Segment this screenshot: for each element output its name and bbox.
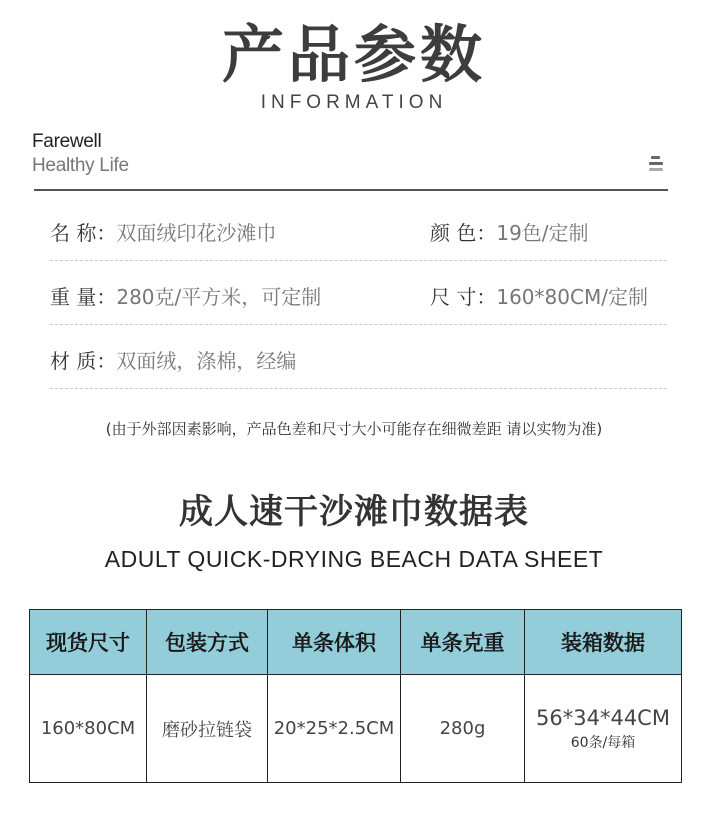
spec-weight-label: 重 量： xyxy=(50,285,117,309)
spec-name xyxy=(50,219,276,247)
data-sheet-table xyxy=(29,609,682,783)
spec-row-weight-size xyxy=(50,261,667,325)
cell-weight: 280g xyxy=(401,675,525,783)
spec-material-value: 双面绒，涤棉，经编 xyxy=(116,349,297,373)
table-header-cell: 装箱数据 xyxy=(525,610,682,675)
table-row xyxy=(30,675,682,783)
disclaimer-note: (由于外部因素影响，产品色差和尺寸大小可能存在细微差距 请以实物为准) xyxy=(105,420,603,438)
spec-color xyxy=(430,219,589,247)
cell-carton-dims: 56*34*44CM xyxy=(536,705,670,730)
cell-carton-count: 60条/每箱 xyxy=(570,734,636,751)
table-header-cell: 单条克重 xyxy=(401,610,525,675)
table-header-cell: 现货尺寸 xyxy=(30,610,147,675)
spec-weight xyxy=(50,283,321,311)
spec-row-name-color xyxy=(50,197,667,261)
spec-weight-value: 280克/平方米，可定制 xyxy=(116,285,322,309)
cell-volume: 20*25*2.5CM xyxy=(268,675,401,783)
brand-logo xyxy=(32,130,129,178)
page-title: 产品参数 xyxy=(221,18,486,91)
spec-name-label: 名 称： xyxy=(50,221,117,245)
table-header-cell: 单条体积 xyxy=(268,610,401,675)
cell-packaging: 磨砂拉链袋 xyxy=(147,675,268,783)
spec-size-label: 尺 寸： xyxy=(430,285,497,309)
table-header-row xyxy=(30,610,682,675)
spec-size xyxy=(430,283,648,311)
brand-line-1: Farewell xyxy=(32,131,102,152)
cell-size: 160*80CM xyxy=(30,675,147,783)
sheet-title: 成人速干沙滩巾数据表 xyxy=(179,492,529,532)
cell-carton xyxy=(525,675,682,783)
spec-color-value: 19色/定制 xyxy=(496,221,589,245)
page-subtitle: INFORMATION xyxy=(260,92,448,113)
spec-material xyxy=(50,347,296,375)
table-header-cell: 包装方式 xyxy=(147,610,268,675)
spec-name-value: 双面绒印花沙滩巾 xyxy=(116,221,277,245)
sheet-subtitle: ADULT QUICK-DRYING BEACH DATA SHEET xyxy=(104,546,604,572)
spec-row-material xyxy=(50,325,667,389)
spec-color-label: 颜 色： xyxy=(430,221,497,245)
divider xyxy=(34,189,668,191)
spec-size-value: 160*80CM/定制 xyxy=(496,285,648,309)
spec-material-label: 材 质： xyxy=(50,349,117,373)
brand-line-2: Healthy Life xyxy=(32,155,129,176)
menu-icon xyxy=(649,156,663,172)
